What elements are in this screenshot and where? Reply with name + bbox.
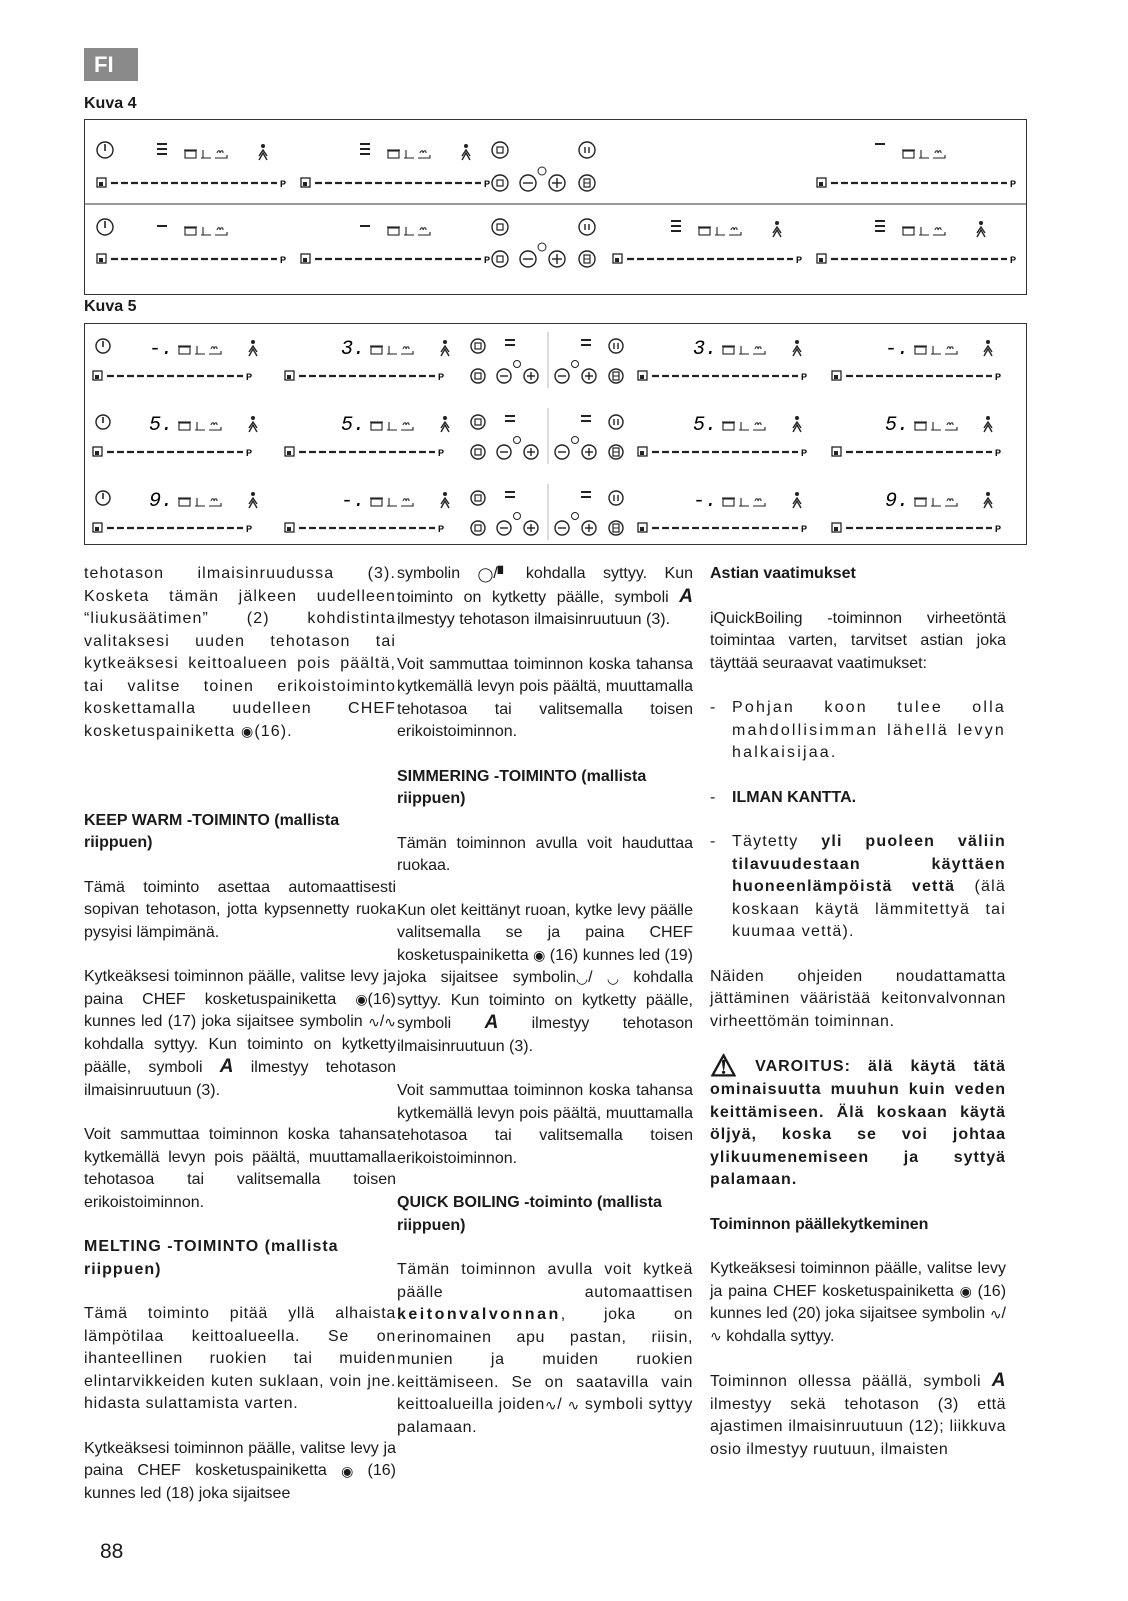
slider — [301, 254, 490, 265]
section-heading-requirements: Astian vaatimukset — [710, 565, 856, 582]
pot-icons — [722, 422, 765, 430]
plus-icon — [524, 445, 538, 459]
power-icon — [96, 339, 110, 353]
figure-5 — [84, 323, 1027, 545]
minus-icon — [520, 251, 536, 267]
pot-icons — [370, 498, 413, 506]
chef-icon — [471, 369, 485, 383]
slider — [301, 178, 490, 189]
svg-text:P: P — [438, 372, 445, 382]
svg-text:P: P — [280, 179, 287, 189]
slider — [638, 371, 807, 382]
figure-4-label: Kuva 4 — [84, 95, 137, 112]
section-heading-quick-boiling: QUICK BOILING -toiminto (mallista riippuen) — [397, 1194, 662, 1234]
paragraph: Kun olet keittänyt ruoan, kytke levy päälle valitsemalla se ja paina CHEF kosketuspainiketta ◉ (16) kunnes led (19) joka sijaitsee symbolin◡/ ◡ kohdalla syttyy. Kun toiminto on kytketty päälle, symboli A ilmestyy tehotason ilmaisinruutuun (3). — [397, 901, 694, 1055]
svg-text:P: P — [246, 524, 253, 534]
text-column-3 — [710, 563, 1006, 1483]
chef-icon: ◉ — [240, 723, 255, 740]
power-level-bars — [157, 144, 167, 154]
pot-icons — [178, 422, 221, 430]
melt-pot-icon: ◯ — [477, 565, 494, 582]
power-level-bars — [671, 221, 681, 231]
timer-dot-icon — [572, 513, 579, 520]
chef-icon — [471, 521, 485, 535]
warning-icon: ⚠ — [710, 1050, 738, 1083]
language-tab: FI — [84, 48, 138, 81]
svg-text:P: P — [484, 255, 491, 265]
slider — [97, 178, 286, 189]
lock-icon — [492, 142, 508, 158]
svg-text:P: P — [1010, 255, 1017, 265]
slider — [285, 371, 444, 382]
pot-icons — [370, 422, 413, 430]
pot-icons — [178, 346, 221, 354]
power-level-digit: 5. — [693, 414, 718, 437]
boost-icon — [441, 492, 449, 508]
pot-icons — [914, 422, 957, 430]
paragraph: Tämä toiminto pitää yllä alhaista lämpötilaa keittoalueella. Se on ihanteellinen ruokien tai muiden elintarvikkeiden kuten suklaan, voin jne. hidasta sulattamista varten. — [84, 1305, 396, 1412]
timer-icon — [609, 445, 623, 459]
slider — [97, 254, 286, 265]
power-level-digit: 3. — [693, 338, 718, 361]
power-level-bars — [505, 492, 515, 497]
boost-icon — [249, 492, 257, 508]
timer-dot-icon — [572, 437, 579, 444]
boil-pot-icon: ∿ — [989, 1305, 1002, 1322]
boost-icon — [441, 340, 449, 356]
svg-text:P: P — [995, 448, 1002, 458]
power-icon — [97, 142, 113, 158]
slider — [817, 178, 1016, 189]
display-symbol: A — [679, 585, 694, 607]
power-level-digit: 9. — [885, 490, 910, 513]
power-level-bars — [360, 144, 370, 154]
svg-text:P: P — [484, 179, 491, 189]
paragraph: symbolin ◯/▘ kohdalla syttyy. Kun toiminto on kytketty päälle, symboli A ilmestyy tehotason ilmaisinruutuun (3). — [397, 565, 694, 628]
boost-icon — [259, 144, 267, 160]
chef-icon — [492, 175, 508, 191]
pot-icons — [184, 227, 227, 235]
paragraph: Tämän toiminnon avulla voit kytkeä päälle automaattisen keitonvalvonnan, joka on erinomainen apu pastan, riisin, munien ja muiden ruokien keittämiseen. Se on saatavilla vain keittoalueilla joiden∿/ ∿ symboli syttyy palamaan. — [397, 1261, 693, 1436]
boil-pot-icon: ∿ — [710, 1328, 722, 1345]
boil-pot-icon: ∿ — [567, 1396, 580, 1413]
figure-5-label: Kuva 5 — [84, 298, 137, 315]
paragraph: Kytkeäksesi toiminnon päälle, valitse levy ja paina CHEF kosketuspainiketta ◉(16) kunnes led (17) joka sijaitsee symbolin ∿/∿ kohdalla syttyy. Kun toiminto on kytketty päälle, symboli A ilmestyy tehotason ilmaisinruutuun (3). — [84, 968, 396, 1099]
pot-icons — [902, 227, 945, 235]
svg-text:P: P — [438, 524, 445, 534]
power-level-digit: 5. — [341, 414, 366, 437]
timer-icon — [579, 175, 595, 191]
warning-paragraph: ⚠ VAROITUS: älä käytä tätä ominaisuutta muuhun kuin veden keittämiseen. Älä koskaan käytä öljyä, koska se voi johtaa ylikuumenemiseen ja syttyä palamaan. — [710, 1050, 1006, 1188]
timer-dot-icon — [514, 361, 521, 368]
lock-icon — [471, 415, 485, 429]
timer-dot-icon — [514, 437, 521, 444]
slider — [638, 523, 807, 534]
list-item: - Pohjan koon tulee olla mahdollisimman lähellä levyn halkaisijaa. — [710, 699, 1006, 761]
list-item: - Täytetty yli puoleen väliin tilavuudestaan käyttäen huoneenlämpöistä vettä (älä koskaan käytä lämmitettyä tai kuumaa vettä). — [710, 833, 1006, 940]
plus-icon — [549, 175, 565, 191]
paragraph: Tämä toiminto asettaa automaattisesti sopivan tehotason, jotta kypsennetty ruoka pysyisi lämpimänä. — [84, 878, 396, 941]
pause-icon — [609, 491, 623, 505]
svg-text:P: P — [280, 255, 287, 265]
svg-text:P: P — [995, 524, 1002, 534]
lid-pot-icon: ◡ — [606, 969, 620, 986]
boost-icon — [793, 492, 801, 508]
paragraph: tehotason ilmaisinruudussa (3). Kosketa tämän jälkeen uudelleen “liukusäätimen” (2) kohdistinta valitaksesi uuden tehotason tai kytkeäksesi keittoalueen pois päältä, tai valitse toinen erikoistoiminto koskettamalla uudelleen CHEF kosketuspainiketta ◉(16). — [84, 565, 396, 740]
minus-icon — [520, 175, 536, 191]
boost-icon — [984, 492, 992, 508]
boost-icon — [984, 416, 992, 432]
timer-icon — [609, 521, 623, 535]
paragraph: Kytkeäksesi toiminnon päälle, valitse levy ja paina CHEF kosketuspainiketta ◉ (16) kunnes led (18) joka sijaitsee — [84, 1439, 396, 1502]
power-level-digit: 3. — [341, 338, 366, 361]
warm-pot-icon: ∿ — [384, 1013, 396, 1030]
slider — [817, 254, 1016, 265]
pause-icon — [609, 415, 623, 429]
plus-icon — [582, 521, 596, 535]
boil-pot-icon: ∿ — [544, 1396, 558, 1413]
pot-icons — [387, 150, 430, 158]
lock-icon — [471, 491, 485, 505]
slider — [832, 371, 1001, 382]
power-level-digit: -. — [885, 338, 910, 361]
simmer-pot-icon: ◡ — [575, 969, 589, 986]
text-column-1 — [84, 563, 396, 1527]
plus-icon — [582, 369, 596, 383]
boost-icon — [462, 144, 470, 160]
pause-icon — [579, 219, 595, 235]
pot-icons — [370, 346, 413, 354]
boost-icon — [984, 340, 992, 356]
power-icon — [96, 415, 110, 429]
paragraph: Kytkeäksesi toiminnon päälle, valitse levy ja paina CHEF kosketuspainiketta ◉ (16) kunnes led (20) joka sijaitsee symbolin ∿/ ∿ kohdalla syttyy. — [710, 1260, 1007, 1345]
paragraph: Voit sammuttaa toiminnon koska tahansa kytkemällä levyn pois päältä, muuttamalla tehotasoa tai valitsemalla toisen erikoistoiminnon. — [397, 1082, 693, 1167]
plus-icon — [582, 445, 596, 459]
paragraph: Voit sammuttaa toiminnon koska tahansa kytkemällä levyn pois päältä, muuttamalla tehotasoa tai valitsemalla toisen erikoistoiminnon. — [397, 655, 693, 740]
pot-icons — [914, 498, 957, 506]
pause-icon — [609, 339, 623, 353]
slider — [832, 447, 1001, 458]
minus-icon — [497, 369, 511, 383]
paragraph: Näiden ohjeiden noudattamatta jättäminen vääristää keitonvalvonnan virheettömän toiminnan. — [710, 967, 1006, 1030]
slider — [93, 371, 252, 382]
slider — [285, 523, 444, 534]
timer-icon — [609, 369, 623, 383]
timer-dot-icon — [538, 243, 546, 251]
slider — [93, 523, 252, 534]
lock-icon — [492, 219, 508, 235]
power-icon — [96, 491, 110, 505]
timer-icon — [579, 251, 595, 267]
power-level-digit: 5. — [885, 414, 910, 437]
svg-text:P: P — [801, 524, 808, 534]
svg-text:P: P — [995, 372, 1002, 382]
display-symbol: A — [219, 1056, 234, 1077]
pot-icons — [387, 227, 430, 235]
paragraph: Tämän toiminnon avulla voit hauduttaa ruokaa. — [397, 834, 693, 874]
svg-text:P: P — [801, 448, 808, 458]
pot-icons — [722, 498, 765, 506]
power-level-bars — [581, 340, 591, 345]
boost-icon — [249, 416, 257, 432]
svg-text:P: P — [1010, 179, 1017, 189]
pot-icons — [698, 227, 741, 235]
steam-pot-icon: ∿ — [368, 1013, 380, 1030]
pot-icons — [184, 150, 227, 158]
power-level-bars — [581, 416, 591, 421]
minus-icon — [555, 445, 569, 459]
paragraph: Voit sammuttaa toiminnon koska tahansa kytkemällä levyn pois päältä, muuttamalla tehotasoa tai valitsemalla toisen erikoistoiminnon. — [84, 1126, 396, 1211]
power-icon — [97, 219, 113, 235]
paragraph: iQuickBoiling -toiminnon virheetöntä toimintaa varten, tarvitset astian joka täyttää seuraavat vaatimukset: — [710, 609, 1006, 672]
chef-icon — [471, 445, 485, 459]
power-level-bars — [505, 416, 515, 421]
timer-dot-icon — [538, 167, 546, 175]
slider — [613, 254, 802, 265]
page-number: 88 — [100, 1540, 124, 1563]
boost-icon — [441, 416, 449, 432]
svg-text:P: P — [438, 448, 445, 458]
svg-text:P: P — [801, 372, 808, 382]
chef-icon: ◉ — [533, 947, 546, 964]
list-item: - ILMAN KANTTA. — [710, 788, 857, 806]
power-level-bars — [505, 340, 515, 345]
section-heading-keep-warm: KEEP WARM -TOIMINTO (mallista riippuen) — [84, 811, 340, 851]
plus-icon — [524, 369, 538, 383]
section-heading-simmering: SIMMERING -TOIMINTO (mallista riippuen) — [397, 767, 647, 807]
chef-icon: ◉ — [355, 991, 368, 1008]
minus-icon — [555, 521, 569, 535]
slider — [832, 523, 1001, 534]
slider — [285, 447, 444, 458]
chef-icon — [492, 251, 508, 267]
chef-icon: ◉ — [341, 1462, 354, 1479]
minus-icon — [497, 445, 511, 459]
chef-icon: ◉ — [959, 1283, 972, 1300]
figure-4 — [84, 119, 1027, 295]
pot-icons — [902, 150, 945, 158]
power-level-digit: -. — [341, 490, 366, 513]
boost-icon — [249, 340, 257, 356]
svg-text:P: P — [246, 372, 253, 382]
pause-icon — [579, 142, 595, 158]
power-level-digit: 9. — [149, 490, 174, 513]
section-heading-activation: Toiminnon päällekytkeminen — [710, 1215, 929, 1233]
pot-icons — [914, 346, 957, 354]
pot-icons — [178, 498, 221, 506]
boost-icon — [793, 416, 801, 432]
boost-icon — [793, 340, 801, 356]
power-level-digit: -. — [693, 490, 718, 513]
svg-text:P: P — [246, 448, 253, 458]
plus-icon — [549, 251, 565, 267]
minus-icon — [555, 369, 569, 383]
paragraph: Toiminnon ollessa päällä, symboli A ilmestyy sekä tehotason (3) että ajastimen ilmaisinruutuun (12); liikkuva osio ilmestyy ruutuun, ilmaisten — [710, 1370, 1007, 1458]
section-heading-melting: MELTING -TOIMINTO (mallista riippuen) — [84, 1238, 339, 1278]
power-level-bars — [875, 221, 885, 231]
pot-icons — [722, 346, 765, 354]
melt-pan-icon: ▘ — [497, 565, 509, 582]
plus-icon — [524, 521, 538, 535]
minus-icon — [497, 521, 511, 535]
text-column-2 — [397, 563, 693, 1461]
power-level-digit: 5. — [149, 414, 174, 437]
display-symbol: A — [991, 1370, 1007, 1391]
boost-icon — [773, 221, 781, 237]
timer-dot-icon — [572, 361, 579, 368]
slider — [93, 447, 252, 458]
power-level-digit: -. — [149, 338, 174, 361]
boost-icon — [977, 221, 985, 237]
power-level-bars — [581, 492, 591, 497]
display-symbol: A — [484, 1012, 499, 1033]
lock-icon — [471, 339, 485, 353]
slider — [638, 447, 807, 458]
svg-text:P: P — [796, 255, 803, 265]
timer-dot-icon — [514, 513, 521, 520]
